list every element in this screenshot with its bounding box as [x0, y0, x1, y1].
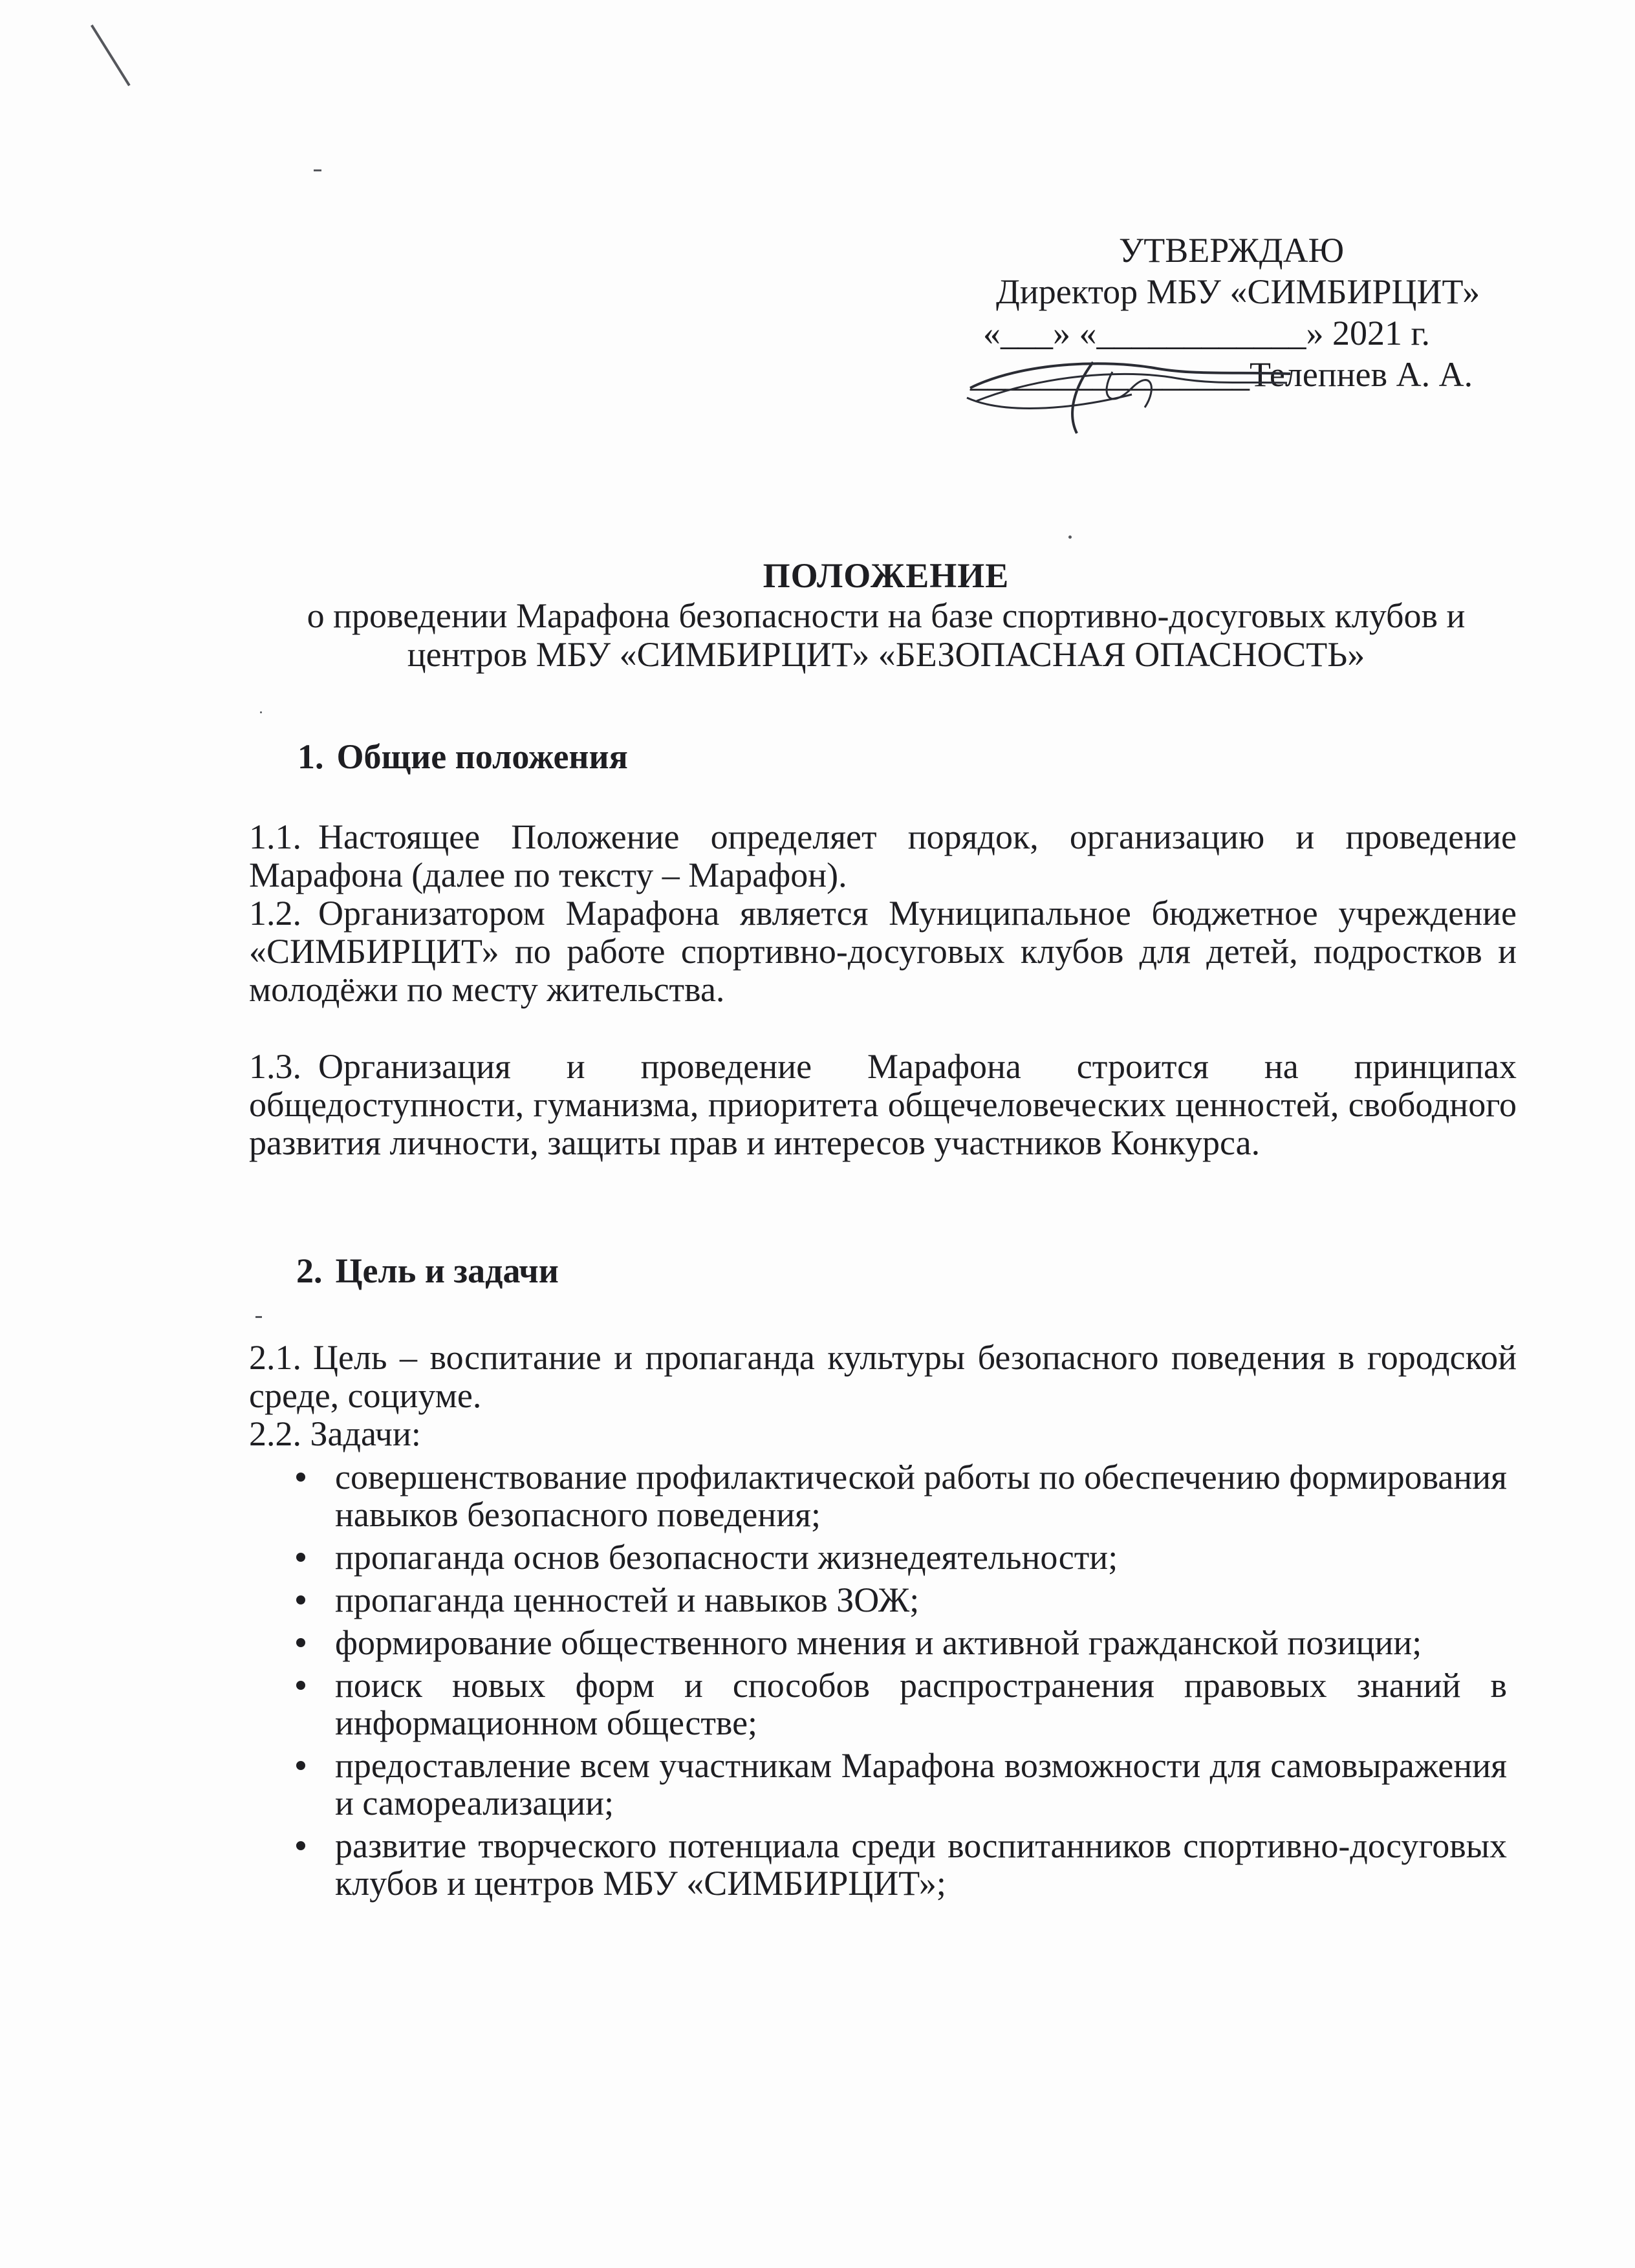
paragraph-number: 1.2. [249, 894, 301, 933]
list-item [291, 1667, 1507, 1742]
paragraph-1-3 [249, 1048, 1517, 1162]
list-item-text: предоставление всем участникам Марафона возможности для самовыражения и самореализации; [335, 1746, 1507, 1822]
scan-mark [91, 25, 131, 86]
bullet-icon [296, 1841, 305, 1850]
list-item [291, 1827, 1507, 1902]
document-title: ПОЛОЖЕНИЕ [763, 556, 1010, 595]
list-item [291, 1624, 1507, 1661]
list-item [291, 1747, 1507, 1822]
paragraph-1-2 [249, 894, 1517, 1009]
document-title-block [246, 556, 1526, 674]
paragraph-2-1 [249, 1339, 1517, 1415]
scan-mark [314, 169, 321, 171]
list-item [291, 1539, 1507, 1576]
approval-heading: УТВЕРЖДАЮ [1119, 231, 1345, 270]
tasks-list [291, 1458, 1507, 1907]
scan-mark [260, 711, 262, 713]
list-item-text: пропаганда ценностей и навыков ЗОЖ; [335, 1581, 920, 1619]
paragraph-number: 1.1. [249, 817, 301, 856]
bullet-icon [296, 1681, 305, 1690]
document-subtitle-line-2: центров МБУ «СИМБИРЦИТ» «БЕЗОПАСНАЯ ОПАСНОСТЬ» [407, 635, 1365, 674]
section-1-title: Общие положения [336, 737, 628, 776]
section-1-number: 1. [298, 737, 324, 776]
list-item-text: формирование общественного мнения и активной гражданской позиции; [335, 1623, 1422, 1662]
handwritten-signature [964, 349, 1300, 440]
document-subtitle-line-1: о проведении Марафона безопасности на базе спортивно-досуговых клубов и [307, 596, 1466, 635]
paragraph-text: Цель – воспитание и пропаганда культуры безопасного поведения в городской среде, социуме. [249, 1338, 1517, 1415]
section-2-heading [296, 1251, 559, 1290]
section-2-number: 2. [296, 1251, 323, 1290]
bullet-icon [296, 1638, 305, 1647]
paragraph-number: 1.3. [249, 1047, 301, 1086]
approval-date: «___» «____________» 2021 г. [983, 314, 1431, 352]
approval-signature-line: ________________Телепнев А. А. [970, 355, 1473, 394]
list-item-text: пропаганда основ безопасности жизнедеятельности; [335, 1538, 1118, 1577]
paragraph-text: Настоящее Положение определяет порядок, организацию и проведение Марафона (далее по тексту – Марафон). [249, 817, 1517, 894]
list-item-text: развитие творческого потенциала среди воспитанников спортивно-досуговых клубов и центров МБУ «СИМБИРЦИТ»; [335, 1826, 1507, 1903]
list-item-text: совершенствование профилактической работы по обеспечению формирования навыков безопасного поведения; [335, 1458, 1507, 1534]
list-item [291, 1581, 1507, 1619]
paragraph-1-1 [249, 818, 1517, 894]
tasks-label: 2.2. Задачи: [249, 1414, 421, 1453]
section-1-heading [298, 737, 628, 776]
scan-mark [1068, 535, 1072, 539]
approval-position: Директор МБУ «СИМБИРЦИТ» [996, 272, 1480, 311]
list-item [291, 1458, 1507, 1533]
paragraph-text: Организатором Марафона является Муниципальное бюджетное учреждение «СИМБИРЦИТ» по работе спортивно-досуговых клубов для детей, подростков и молодёжи по месту жительства. [249, 894, 1517, 1009]
bullet-icon [296, 1553, 305, 1562]
paragraph-number: 2.1. [249, 1338, 301, 1377]
paragraph-text: Организация и проведение Марафона строится на принципах общедоступности, гуманизма, приоритета общечеловеческих ценностей, свободного развития личности, защиты прав и интересов участников Конкурса. [249, 1047, 1517, 1162]
bullet-icon [296, 1473, 305, 1482]
bullet-icon [296, 1595, 305, 1604]
scan-mark [255, 1316, 262, 1318]
list-item-text: поиск новых форм и способов распространения правовых знаний в информационном обществе; [335, 1666, 1507, 1742]
section-2-title: Цель и задачи [335, 1251, 559, 1290]
paragraph-2-2 [249, 1415, 1517, 1453]
bullet-icon [296, 1761, 305, 1770]
